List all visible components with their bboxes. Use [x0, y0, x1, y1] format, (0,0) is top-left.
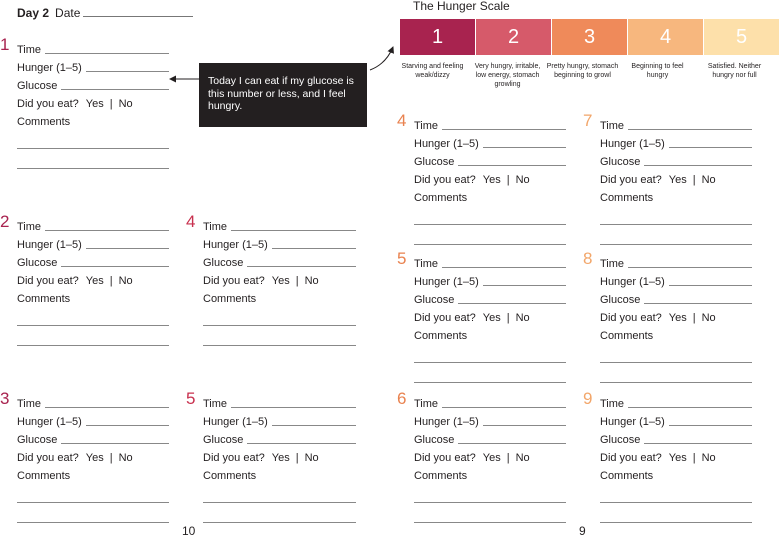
- time-label: Time: [203, 221, 228, 233]
- time-label: Time: [414, 120, 439, 132]
- ate-question: Did you eat?: [17, 98, 79, 110]
- time-field[interactable]: [45, 52, 169, 54]
- yes-option[interactable]: Yes: [668, 452, 687, 464]
- comment-line[interactable]: [600, 503, 752, 523]
- glucose-field[interactable]: [61, 265, 169, 267]
- entry-block: [583, 389, 752, 523]
- ate-question: Did you eat?: [414, 452, 476, 464]
- comments-label: Comments: [203, 293, 257, 305]
- glucose-label: Glucose: [203, 434, 244, 446]
- hunger-field[interactable]: [86, 247, 169, 249]
- yes-no-divider: |: [506, 452, 510, 464]
- entry-number: 3: [0, 389, 10, 408]
- glucose-field[interactable]: [644, 302, 752, 304]
- time-field[interactable]: [231, 406, 356, 408]
- yes-option[interactable]: Yes: [668, 312, 687, 324]
- entry-block: [583, 111, 752, 245]
- entry-block: [0, 212, 169, 346]
- entry-number: 8: [583, 249, 593, 268]
- comment-line[interactable]: [17, 306, 169, 326]
- yes-no-divider: |: [109, 452, 113, 464]
- page-number-left: 10: [182, 524, 196, 538]
- comment-line[interactable]: [203, 483, 356, 503]
- time-label: Time: [17, 398, 42, 410]
- entry-number: 2: [0, 212, 10, 231]
- entry-number: 1: [0, 35, 10, 54]
- hunger-level-3-description: Pretty hungry, stomach beginning to growl: [546, 63, 619, 79]
- time-field[interactable]: [45, 406, 169, 408]
- hunger-label: Hunger (1–5): [600, 276, 665, 288]
- glucose-field[interactable]: [644, 442, 752, 444]
- hunger-field[interactable]: [669, 284, 752, 286]
- glucose-field[interactable]: [458, 302, 566, 304]
- glucose-label: Glucose: [414, 156, 455, 168]
- yes-option[interactable]: Yes: [85, 452, 104, 464]
- ate-question: Did you eat?: [600, 312, 662, 324]
- glucose-field[interactable]: [458, 442, 566, 444]
- comment-line[interactable]: [600, 343, 752, 363]
- no-option[interactable]: No: [701, 452, 716, 464]
- hunger-field[interactable]: [483, 424, 566, 426]
- no-option[interactable]: No: [118, 452, 133, 464]
- ate-question: Did you eat?: [203, 275, 265, 287]
- comments-label: Comments: [600, 330, 654, 342]
- time-label: Time: [600, 258, 625, 270]
- time-label: Time: [17, 221, 42, 233]
- entry-number: 7: [583, 111, 593, 130]
- glucose-field[interactable]: [458, 164, 566, 166]
- entry-block: [397, 249, 566, 383]
- time-field[interactable]: [45, 229, 169, 231]
- comment-line[interactable]: [600, 225, 752, 245]
- no-option[interactable]: No: [701, 312, 716, 324]
- time-field[interactable]: [442, 406, 566, 408]
- hunger-field[interactable]: [669, 424, 752, 426]
- hunger-level-3: 3: [552, 19, 628, 55]
- comment-line[interactable]: [414, 205, 566, 225]
- comment-line[interactable]: [600, 363, 752, 383]
- ate-question: Did you eat?: [600, 174, 662, 186]
- comments-label: Comments: [414, 470, 468, 482]
- comments-label: Comments: [600, 470, 654, 482]
- comment-line[interactable]: [17, 149, 169, 169]
- time-label: Time: [17, 44, 42, 56]
- entry-block: [0, 389, 169, 523]
- hunger-field[interactable]: [272, 424, 356, 426]
- glucose-field[interactable]: [61, 88, 169, 90]
- yes-option[interactable]: Yes: [271, 452, 290, 464]
- time-field[interactable]: [231, 229, 356, 231]
- hunger-label: Hunger (1–5): [600, 416, 665, 428]
- entry-number: 4: [397, 111, 407, 130]
- no-option[interactable]: No: [118, 275, 133, 287]
- hunger-level-1: 1: [400, 19, 476, 55]
- hunger-label: Hunger (1–5): [17, 62, 82, 74]
- hunger-label: Hunger (1–5): [17, 416, 82, 428]
- hunger-field[interactable]: [483, 284, 566, 286]
- yes-option[interactable]: Yes: [271, 275, 290, 287]
- entry-block: [583, 249, 752, 383]
- time-field[interactable]: [628, 406, 752, 408]
- comment-line[interactable]: [17, 129, 169, 149]
- comment-line[interactable]: [414, 225, 566, 245]
- glucose-field[interactable]: [644, 164, 752, 166]
- day-label: Day 2: [17, 6, 50, 20]
- entry-number: 6: [397, 389, 407, 408]
- ate-question: Did you eat?: [203, 452, 265, 464]
- comments-label: Comments: [203, 470, 257, 482]
- yes-option[interactable]: Yes: [482, 312, 501, 324]
- yes-no-divider: |: [506, 312, 510, 324]
- no-option[interactable]: No: [304, 275, 319, 287]
- comment-line[interactable]: [203, 326, 356, 346]
- hunger-field[interactable]: [669, 146, 752, 148]
- yes-option[interactable]: Yes: [482, 452, 501, 464]
- comment-line[interactable]: [600, 483, 752, 503]
- time-label: Time: [600, 120, 625, 132]
- comment-line[interactable]: [414, 343, 566, 363]
- hunger-field[interactable]: [483, 146, 566, 148]
- hunger-scale-title: The Hunger Scale: [413, 0, 510, 13]
- yes-no-divider: |: [692, 174, 696, 186]
- hunger-label: Hunger (1–5): [17, 239, 82, 251]
- hunger-level-2: 2: [476, 19, 552, 55]
- entry-block: [0, 35, 169, 169]
- no-option[interactable]: No: [515, 452, 530, 464]
- yes-option[interactable]: Yes: [668, 174, 687, 186]
- glucose-field[interactable]: [247, 265, 356, 267]
- hunger-label: Hunger (1–5): [414, 138, 479, 150]
- entry-block: [397, 389, 566, 523]
- glucose-label: Glucose: [600, 434, 641, 446]
- ate-question: Did you eat?: [414, 312, 476, 324]
- yes-option[interactable]: Yes: [85, 98, 104, 110]
- comment-line[interactable]: [600, 205, 752, 225]
- no-option[interactable]: No: [304, 452, 319, 464]
- hunger-label: Hunger (1–5): [600, 138, 665, 150]
- hunger-level-5: 5: [704, 19, 780, 55]
- yes-no-divider: |: [109, 98, 113, 110]
- comment-line[interactable]: [17, 326, 169, 346]
- date-label: Date: [55, 6, 81, 20]
- comments-label: Comments: [17, 470, 71, 482]
- hunger-level-4-description: Beginning to feel hungry: [631, 63, 684, 79]
- time-field[interactable]: [628, 266, 752, 268]
- comments-label: Comments: [17, 293, 71, 305]
- hunger-label: Hunger (1–5): [414, 276, 479, 288]
- glucose-label: Glucose: [414, 434, 455, 446]
- arrow-to-scale: [370, 47, 393, 70]
- comment-line[interactable]: [17, 503, 169, 523]
- no-option[interactable]: No: [118, 98, 133, 110]
- comment-line[interactable]: [203, 503, 356, 523]
- comment-line[interactable]: [414, 363, 566, 383]
- hunger-label: Hunger (1–5): [414, 416, 479, 428]
- entry-number: 4: [186, 212, 196, 231]
- yes-no-divider: |: [692, 452, 696, 464]
- glucose-label: Glucose: [17, 434, 58, 446]
- yes-no-divider: |: [295, 275, 299, 287]
- yes-no-divider: |: [506, 174, 510, 186]
- time-label: Time: [414, 258, 439, 270]
- comment-line[interactable]: [414, 503, 566, 523]
- no-option[interactable]: No: [701, 174, 716, 186]
- glucose-field[interactable]: [61, 442, 169, 444]
- glucose-label: Glucose: [203, 257, 244, 269]
- time-field[interactable]: [442, 128, 566, 130]
- comment-line[interactable]: [414, 483, 566, 503]
- time-label: Time: [203, 398, 228, 410]
- entry-block: [186, 389, 356, 523]
- no-option[interactable]: No: [515, 174, 530, 186]
- glucose-label: Glucose: [600, 156, 641, 168]
- comments-label: Comments: [600, 192, 654, 204]
- hunger-level-4: 4: [628, 19, 704, 55]
- glucose-label: Glucose: [414, 294, 455, 306]
- page-number-right: 9: [579, 524, 586, 538]
- ate-question: Did you eat?: [17, 275, 79, 287]
- time-label: Time: [600, 398, 625, 410]
- hunger-level-1-description: Starving and feeling weak/dizzy: [401, 63, 464, 79]
- time-field[interactable]: [628, 128, 752, 130]
- hunger-level-5-description: Satisfied. Neither hungry nor full: [707, 63, 762, 79]
- hunger-field[interactable]: [272, 247, 356, 249]
- hunger-field[interactable]: [86, 424, 169, 426]
- time-label: Time: [414, 398, 439, 410]
- ate-question: Did you eat?: [17, 452, 79, 464]
- glucose-field[interactable]: [247, 442, 356, 444]
- hunger-level-2-description: Very hungry, irritable, low energy, stomach growling: [474, 63, 541, 88]
- entry-number: 5: [397, 249, 407, 268]
- entry-block: [186, 212, 356, 346]
- yes-no-divider: |: [692, 312, 696, 324]
- ate-question: Did you eat?: [600, 452, 662, 464]
- ate-question: Did you eat?: [414, 174, 476, 186]
- hunger-label: Hunger (1–5): [203, 416, 268, 428]
- entry-block: [397, 111, 566, 245]
- glucose-label: Glucose: [17, 257, 58, 269]
- yes-option[interactable]: Yes: [482, 174, 501, 186]
- no-option[interactable]: No: [515, 312, 530, 324]
- entry-number: 9: [583, 389, 593, 408]
- glucose-tip-box: Today I can eat if my glucose is this number or less, and I feel hungry.: [199, 63, 367, 127]
- comment-line[interactable]: [17, 483, 169, 503]
- time-field[interactable]: [442, 266, 566, 268]
- hunger-label: Hunger (1–5): [203, 239, 268, 251]
- hunger-field[interactable]: [86, 70, 169, 72]
- yes-no-divider: |: [295, 452, 299, 464]
- glucose-label: Glucose: [600, 294, 641, 306]
- comments-label: Comments: [17, 116, 71, 128]
- yes-no-divider: |: [109, 275, 113, 287]
- comment-line[interactable]: [203, 306, 356, 326]
- comments-label: Comments: [414, 192, 468, 204]
- yes-option[interactable]: Yes: [85, 275, 104, 287]
- entry-number: 5: [186, 389, 196, 408]
- comments-label: Comments: [414, 330, 468, 342]
- glucose-label: Glucose: [17, 80, 58, 92]
